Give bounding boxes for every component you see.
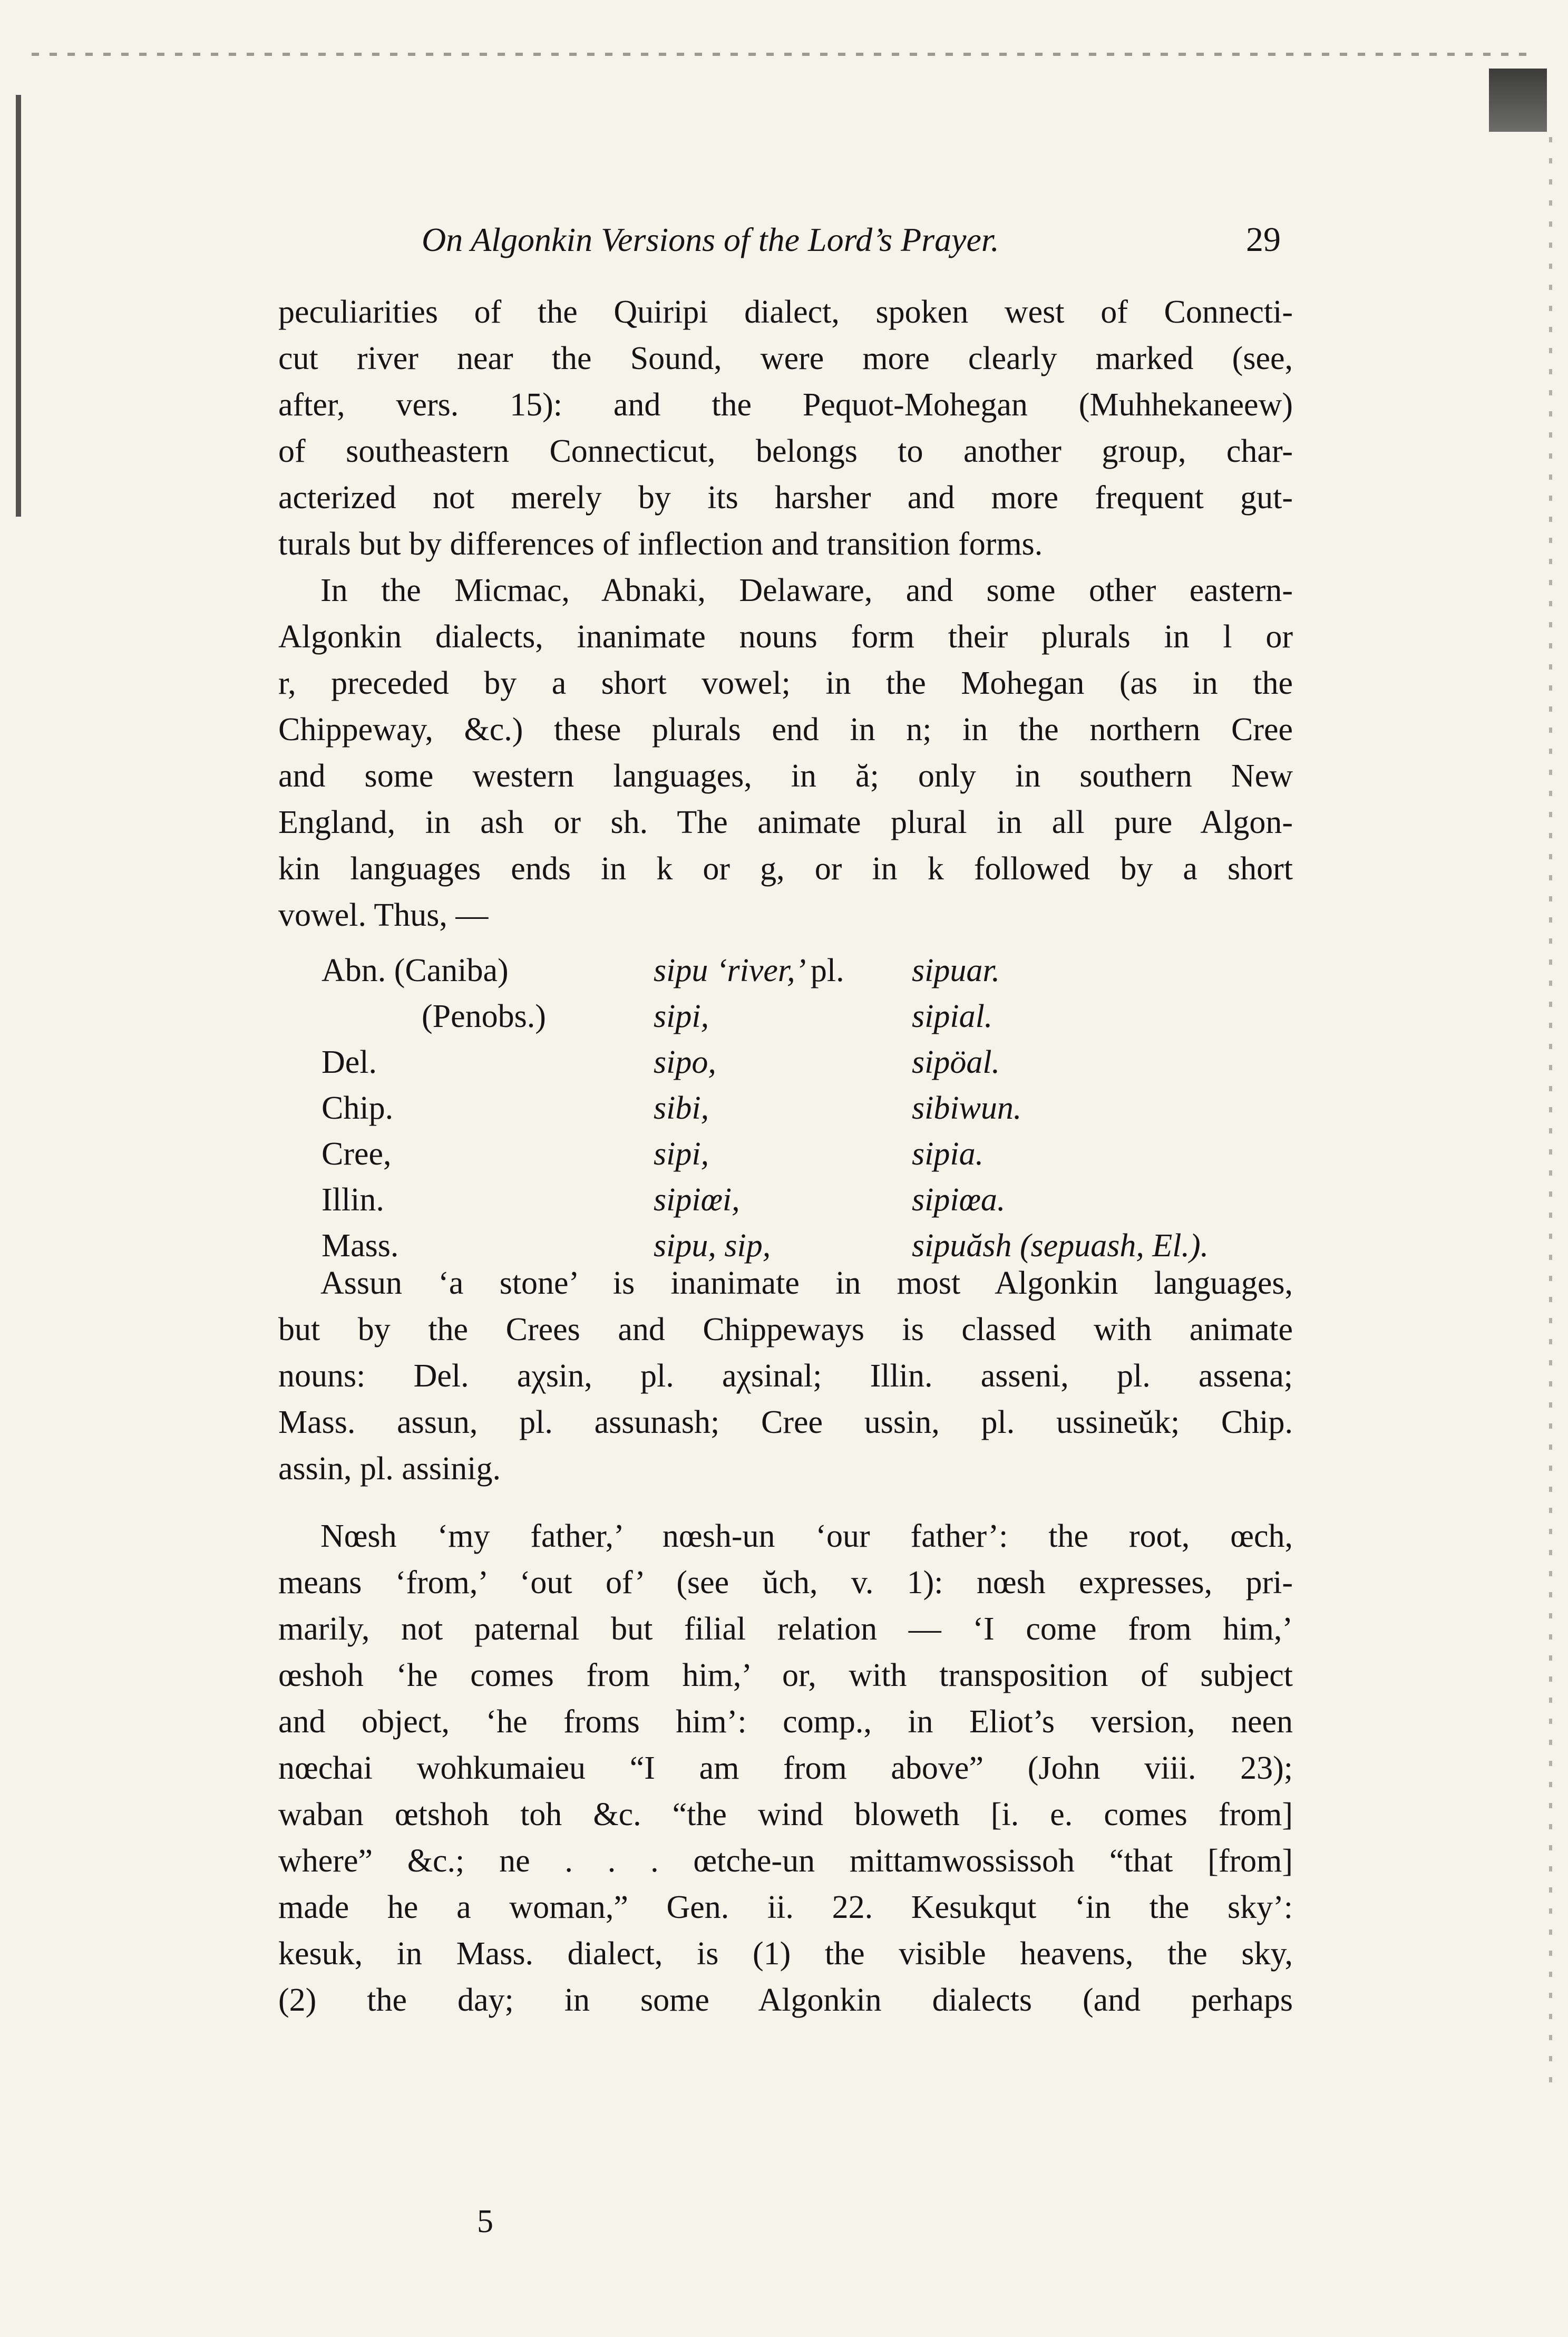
language-cell: Mass. bbox=[322, 1228, 399, 1264]
language-cell: (Penobs.) bbox=[422, 998, 546, 1034]
text-line: nœchai wohkumaieu “I am from above” (John viii. 23); bbox=[278, 1750, 1293, 1786]
text-line: cut river near the Sound, were more clearly marked (see, bbox=[278, 341, 1293, 376]
running-title: On Algonkin Versions of the Lord’s Prayer. bbox=[422, 221, 999, 258]
text-line: peculiarities of the Quiripi dialect, spoken west of Connecti- bbox=[278, 294, 1293, 330]
text-line: nouns: Del. aχsin, pl. aχsinal; Illin. asseni, pl. assena; bbox=[278, 1358, 1293, 1394]
text-line: and some western languages, in ă; only in southern New bbox=[278, 758, 1293, 794]
singular-cell: sipiœi, bbox=[654, 1182, 740, 1218]
text-line: waban œtshoh toh &c. “the wind bloweth [i. e. comes from] bbox=[278, 1797, 1293, 1832]
paragraph-2 bbox=[278, 567, 1293, 938]
text-line: (2) the day; in some Algonkin dialects (and perhaps bbox=[278, 1982, 1293, 2018]
singular-cell bbox=[654, 948, 912, 994]
binding-shadow bbox=[16, 95, 21, 517]
singular-cell: sipi, bbox=[654, 998, 709, 1034]
text-line: Mass. assun, pl. assunash; Cree ussin, pl. ussineŭk; Chip. bbox=[278, 1404, 1293, 1440]
text-line: England, in ash or sh. The animate plural in all pure Algon- bbox=[278, 804, 1293, 840]
text-line: assin, pl. assinig. bbox=[278, 1451, 501, 1487]
table-row bbox=[322, 948, 1209, 994]
plural-cell: sipia. bbox=[912, 1136, 984, 1172]
text-line: œshoh ‘he comes from him,’ or, with transposition of subject bbox=[278, 1657, 1293, 1693]
text-line: and object, ‘he froms him’: comp., in Eliot’s version, neen bbox=[278, 1704, 1293, 1740]
table-row bbox=[322, 1040, 1209, 1085]
text-line: Assun ‘a stone’ is inanimate in most Algonkin languages, bbox=[320, 1265, 1293, 1301]
text-line: acterized not merely by its harsher and more frequent gut- bbox=[278, 480, 1293, 516]
text-line: after, vers. 15): and the Pequot-Mohegan (Muhhekaneew) bbox=[278, 387, 1293, 423]
language-cell: Cree, bbox=[322, 1136, 392, 1172]
language-cell: Abn. (Caniba) bbox=[322, 953, 509, 988]
text-line: r, preceded by a short vowel; in the Mohegan (as in the bbox=[278, 665, 1293, 701]
plural-label: pl. bbox=[810, 953, 844, 988]
text-line: means ‘from,’ ‘out of’ (see ŭch, v. 1): nœsh expresses, pri- bbox=[278, 1565, 1293, 1601]
page-header bbox=[422, 214, 1281, 266]
text-line: vowel. Thus, — bbox=[278, 897, 489, 933]
text-line: kesuk, in Mass. dialect, is (1) the visible heavens, the sky, bbox=[278, 1936, 1293, 1972]
paragraph-4 bbox=[278, 1513, 1293, 2023]
table-row bbox=[322, 994, 1209, 1040]
language-cell: Chip. bbox=[322, 1090, 394, 1126]
signature-mark: 5 bbox=[477, 2204, 493, 2239]
scan-edge-top bbox=[32, 53, 1536, 56]
plural-cell: sibiwun. bbox=[912, 1090, 1022, 1126]
singular-cell: sipo, bbox=[654, 1044, 716, 1080]
scan-edge-right bbox=[1549, 137, 1552, 2088]
table-row bbox=[322, 1131, 1209, 1177]
singular-cell: sibi, bbox=[654, 1090, 709, 1126]
plural-forms-table bbox=[322, 948, 1209, 1269]
plural-cell: sipiœa. bbox=[912, 1182, 1006, 1218]
plural-cell: sipuar. bbox=[912, 953, 1000, 988]
singular-cell: sipi, bbox=[654, 1136, 709, 1172]
text-line: kin languages ends in k or g, or in k followed by a short bbox=[278, 851, 1293, 887]
singular-cell: sipu, sip, bbox=[654, 1228, 771, 1264]
corner-shadow bbox=[1489, 69, 1547, 132]
text-line: but by the Crees and Chippeways is classed with animate bbox=[278, 1312, 1293, 1347]
singular-form: sipu ‘river,’ bbox=[654, 953, 803, 988]
text-line: marily, not paternal but filial relation — ‘I come from him,’ bbox=[278, 1611, 1293, 1647]
text-line: where” &c.; ne . . . œtche-un mittamwossissoh “that [from] bbox=[278, 1843, 1293, 1879]
text-line: Chippeway, &c.) these plurals end in n; in the northern Cree bbox=[278, 712, 1293, 748]
text-line: made he a woman,” Gen. ii. 22. Kesukqut ‘in the sky’: bbox=[278, 1889, 1293, 1925]
plural-cell: sipial. bbox=[912, 998, 993, 1034]
table-row bbox=[322, 1085, 1209, 1131]
text-line: Nœsh ‘my father,’ nœsh-un ‘our father’: the root, œch, bbox=[320, 1518, 1293, 1554]
plural-cell: sipuăsh (sepuash, El.). bbox=[912, 1228, 1209, 1264]
table-row bbox=[322, 1177, 1209, 1223]
text-line: In the Micmac, Abnaki, Delaware, and some other eastern- bbox=[320, 573, 1293, 608]
text-line: of southeastern Connecticut, belongs to another group, char- bbox=[278, 433, 1293, 469]
text-line: Algonkin dialects, inanimate nouns form their plurals in l or bbox=[278, 619, 1293, 655]
paragraph-1 bbox=[278, 289, 1293, 567]
paragraph-3 bbox=[278, 1260, 1293, 1492]
text-line: turals but by differences of inflection and transition forms. bbox=[278, 526, 1043, 562]
language-cell: Illin. bbox=[322, 1182, 384, 1218]
plural-cell: sipöal. bbox=[912, 1044, 1000, 1080]
language-cell: Del. bbox=[322, 1044, 377, 1080]
page-number: 29 bbox=[1246, 220, 1281, 259]
